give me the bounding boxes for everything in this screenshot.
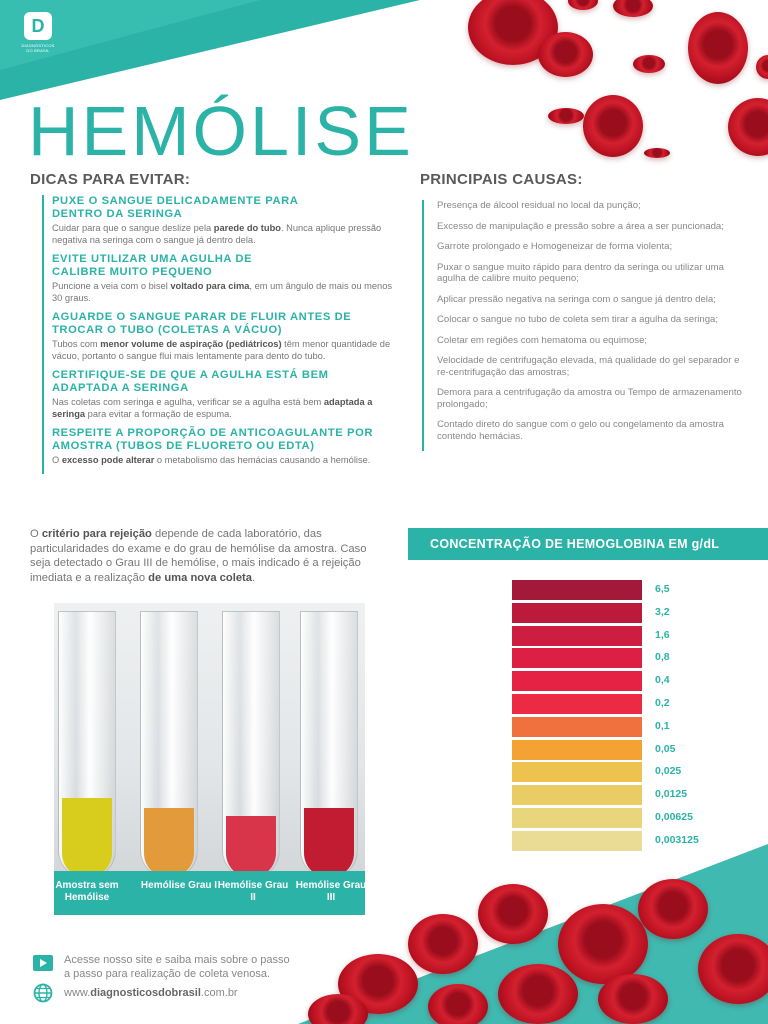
globe-icon xyxy=(32,984,54,1002)
concentration-value: 6,5 xyxy=(655,583,670,595)
company-logo[interactable] xyxy=(18,12,58,53)
test-tube xyxy=(140,611,198,871)
tube-label: Hemólise Grau II xyxy=(217,880,289,903)
cause-item: Excesso de manipulação e pressão sobre a área a ser puncionada; xyxy=(437,220,724,232)
tip-item xyxy=(52,311,397,362)
tip-body: Cuidar para que o sangue deslize pela parede do tubo. Nunca aplique pressão negativa na seringa com o sangue já dentro dela. xyxy=(52,223,382,245)
tip-body: Puncione a veia com o bisel voltado para cima, em um ângulo de mais ou menos 30 graus. xyxy=(52,281,393,303)
concentration-value: 3,2 xyxy=(655,605,670,618)
tip-heading: RESPEITE A PROPORÇÃO DE ANTICOAGULANTE POR AMOSTRA (TUBOS DE FLUORETO OU EDTA) xyxy=(52,427,374,452)
logo-mark: D xyxy=(24,12,52,40)
tip-item xyxy=(52,369,397,420)
concentration-swatch xyxy=(512,694,642,714)
cause-item: Colocar o sangue no tubo de coleta sem tirar a agulha da seringa; xyxy=(437,314,719,325)
tube-label: Amostra sem Hemólise xyxy=(55,880,119,903)
tube-label: Hemólise Grau III xyxy=(295,880,367,903)
test-tube xyxy=(300,611,358,871)
concentration-value: 0,05 xyxy=(655,742,676,755)
cause-item: Demora para a centrifugação da amostra ou Tempo de armazenamento prolongado; xyxy=(437,387,742,410)
website-link[interactable]: www.diagnosticosdobrasil.com.br xyxy=(64,987,238,999)
concentration-value: 0,00625 xyxy=(655,811,693,823)
tip-body: O excesso pode alterar o metabolismo das hemácias causando a hemólise. xyxy=(52,455,371,465)
concentration-swatch xyxy=(512,762,642,782)
test-tube xyxy=(58,611,116,871)
tip-heading: AGUARDE O SANGUE PARAR DE FLUIR ANTES DE TROCAR O TUBO (COLETAS A VÁCUO) xyxy=(52,311,352,336)
tip-item xyxy=(52,253,397,304)
tube-liquid xyxy=(226,816,276,871)
tubes-photo-area xyxy=(54,603,365,871)
page-title: HEMÓLISE xyxy=(28,92,414,170)
red-blood-cells-illustration xyxy=(408,0,768,170)
tip-heading: PUXE O SANGUE DELICADAMENTE PARA DENTRO DA SERINGA xyxy=(52,195,299,220)
tips-heading: DICAS PARA EVITAR: xyxy=(30,171,191,188)
concentration-swatch xyxy=(512,740,642,760)
video-info-text: Acesse nosso site e saiba mais sobre o passo a passo para realização de coleta venosa. xyxy=(64,954,290,980)
cause-item: Contado direto do sangue com o gelo ou congelamento da amostra contendo hemácias. xyxy=(437,419,724,442)
tip-body: Nas coletas com seringa e agulha, verificar se a agulha está bem adaptada a seringa para evitar a formação de espuma. xyxy=(52,397,373,419)
play-video-icon[interactable] xyxy=(32,954,54,972)
cause-item: Puxar o sangue muito rápido para dentro da seringa ou utilizar uma agulha de calibre muito pequeno; xyxy=(437,261,724,284)
concentration-swatch xyxy=(512,671,642,691)
tube-label: Hemólise Grau I xyxy=(140,880,218,891)
cause-item: Aplicar pressão negativa na seringa com o sangue já dentro dela; xyxy=(437,293,716,305)
concentration-swatch xyxy=(512,603,642,623)
tips-list xyxy=(42,195,397,474)
tip-item xyxy=(52,195,397,246)
concentration-value: 1,6 xyxy=(655,628,670,641)
footer-video-row xyxy=(32,954,290,981)
rejection-criterion-text: O critério para rejeição depende de cada laboratório, das particularidades do exame e do grau de hemólise da amostra. Caso seja detectado o Grau III de hemólise, o mais indicado é a rejeição imediata e a realização de uma nova coleta. xyxy=(30,528,367,584)
tip-body: Tubos com menor volume de aspiração (pediátricos) têm menor quantidade de vácuo, portanto o sangue flui mais lentamente para dento do tubo. xyxy=(52,339,391,361)
cause-item: Garrote prolongado e Homogeneizar de forma violenta; xyxy=(437,241,673,252)
concentration-swatch xyxy=(512,717,642,737)
cause-item: Coletar em regiões com hematoma ou equimose; xyxy=(437,334,648,346)
cause-item: Velocidade de centrifugação elevada, má qualidade do gel separador e re-centrifugação das amostras; xyxy=(437,355,740,378)
footer-red-blood-cells-illustration xyxy=(298,874,768,1024)
concentration-value: 0,0125 xyxy=(655,788,688,801)
tube-liquid xyxy=(144,808,194,871)
concentration-swatch xyxy=(512,580,642,600)
causes-heading: PRINCIPAIS CAUSAS: xyxy=(420,171,583,188)
concentration-value: 0,8 xyxy=(655,651,670,664)
cause-item: Presença de álcool residual no local da punção; xyxy=(437,200,641,211)
concentration-value: 0,4 xyxy=(655,674,670,687)
test-tube xyxy=(222,611,280,871)
tip-item xyxy=(52,427,397,467)
tip-heading: CERTIFIQUE-SE DE QUE A AGULHA ESTÁ BEM ADAPTADA A SERINGA xyxy=(52,369,329,394)
logo-text: DIAGNÓSTICOS DO BRASIL xyxy=(21,43,55,53)
concentration-value: 0,2 xyxy=(655,697,670,709)
footer-website-row xyxy=(32,984,238,1002)
concentration-value: 0,1 xyxy=(655,719,670,732)
concentration-swatch xyxy=(512,808,642,828)
hemoglobin-concentration-heading: CONCENTRAÇÃO DE HEMOGLOBINA EM g/dL xyxy=(408,528,768,560)
tip-heading: EVITE UTILIZAR UMA AGULHA DE CALIBRE MUITO PEQUENO xyxy=(52,253,253,278)
concentration-swatch xyxy=(512,626,642,646)
tube-liquid xyxy=(62,798,112,871)
concentration-swatch xyxy=(512,648,642,668)
concentration-value: 0,003125 xyxy=(655,833,699,846)
concentration-value: 0,025 xyxy=(655,765,682,778)
concentration-swatch xyxy=(512,785,642,805)
causes-list xyxy=(422,200,752,451)
